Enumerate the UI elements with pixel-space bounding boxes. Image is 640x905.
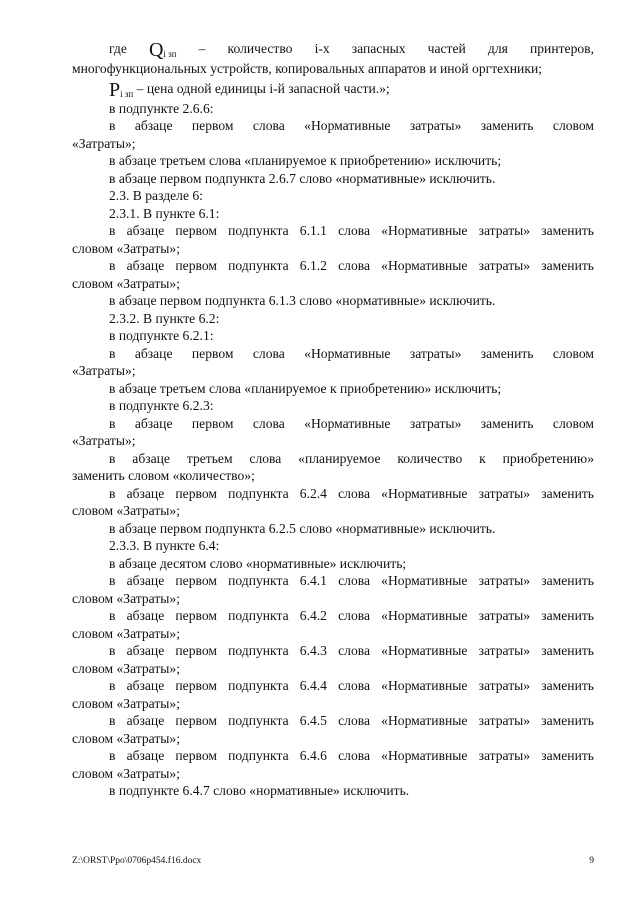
text-line: 2.3.3. В пункте 6.4:	[109, 538, 220, 553]
text-line: словом «Затраты»;	[72, 695, 180, 711]
text-line: в абзаце первом подпункта 2.6.7 слово «нормативные» исключить.	[109, 170, 496, 186]
text-line: словом «Затраты»;	[72, 660, 180, 676]
p-definition-text: – цена одной единицы i-й запасной части.»;	[136, 80, 390, 96]
text-line: в абзаце первом слова «Нормативные затраты» заменить словом	[109, 118, 594, 133]
text-line: в абзаце первом слова «Нормативные затраты» заменить словом	[109, 415, 594, 431]
text-line: словом «Затраты»;	[72, 765, 180, 781]
text-line: словом «Затраты»;	[72, 590, 180, 606]
text-line: в абзаце третьем слова «планируемое количество к приобретению»	[109, 450, 594, 466]
text-line: «Затраты»;	[72, 433, 136, 448]
text-line: заменить словом «количество»;	[72, 468, 255, 483]
text-line: 2.3.1. В пункте 6.1:	[109, 205, 220, 221]
text-line: в абзаце третьем слова «планируемое к приобретению» исключить;	[109, 380, 502, 396]
text-line: в абзаце первом подпункта 6.4.5 слова «Нормативные затраты» заменить	[109, 713, 594, 728]
footer-page-number: 9	[589, 856, 594, 866]
text-line: в подпункте 6.2.1:	[109, 328, 214, 343]
footer-file-path: Z:\ORST\Ppo\0706p454.f16.docx	[72, 856, 202, 866]
text-line: в абзаце десятом слово «нормативные» исключить;	[109, 555, 407, 571]
text-line: словом «Затраты»;	[72, 240, 180, 256]
text-line: «Затраты»;	[72, 135, 136, 151]
text-line: в абзаце первом слова «Нормативные затраты» заменить словом	[109, 345, 594, 361]
text-line: в абзаце первом подпункта 6.2.4 слова «Нормативные затраты» заменить	[109, 485, 594, 501]
formula-q-definition-line2: многофункциональных устройств, копировальных аппаратов и иной оргтехники;	[72, 61, 542, 76]
text-line: «Затраты»;	[72, 363, 136, 378]
text-line: словом «Затраты»;	[72, 275, 180, 291]
text-line: 2.3. В разделе 6:	[109, 188, 203, 203]
text-line: в абзаце первом подпункта 6.4.6 слова «Нормативные затраты» заменить	[109, 748, 594, 763]
text-line: 2.3.2. В пункте 6.2:	[109, 310, 220, 326]
text-line: словом «Затраты»;	[72, 625, 180, 641]
text-line: в абзаце первом подпункта 6.2.5 слово «нормативные» исключить.	[109, 520, 496, 536]
text-line: в абзаце первом подпункта 6.4.4 слова «Нормативные затраты» заменить	[109, 678, 594, 693]
text-line: в абзаце первом подпункта 6.4.3 слова «Нормативные затраты» заменить	[109, 643, 594, 658]
text-line: в подпункте 2.6.6:	[109, 100, 214, 116]
q-variable: $Q_{i зп}$	[148, 39, 177, 60]
q-definition-text: – количество i-х запасных частей для принтеров,	[198, 41, 594, 56]
text-line: в абзаце первом подпункта 6.4.2 слова «Нормативные затраты» заменить	[109, 608, 594, 623]
text-line: в абзаце первом подпункта 6.1.1 слова «Нормативные затраты» заменить	[109, 223, 594, 238]
text-line: в абзаце первом подпункта 6.1.3 слово «нормативные» исключить.	[109, 293, 496, 308]
p-variable: $P_{i зп}$	[109, 78, 134, 101]
text-line: в абзаце первом подпункта 6.1.2 слова «Нормативные затраты» заменить	[109, 258, 594, 273]
text-line: в абзаце третьем слова «планируемое к приобретению» исключить;	[109, 153, 502, 168]
text-line: словом «Затраты»;	[72, 503, 180, 518]
formula-intro-word: где	[109, 41, 127, 56]
page-footer	[72, 856, 594, 866]
amendment-lines	[72, 100, 594, 800]
text-line: в абзаце первом подпункта 6.4.1 слова «Нормативные затраты» заменить	[109, 573, 594, 588]
formula-p-definition	[72, 78, 594, 100]
text-line: в подпункте 6.4.7 слово «нормативные» исключить.	[109, 783, 410, 798]
document-body	[72, 38, 594, 800]
formula-q-definition-line1	[72, 38, 594, 60]
text-line: в подпункте 6.2.3:	[109, 398, 214, 413]
text-line: словом «Затраты»;	[72, 730, 180, 746]
